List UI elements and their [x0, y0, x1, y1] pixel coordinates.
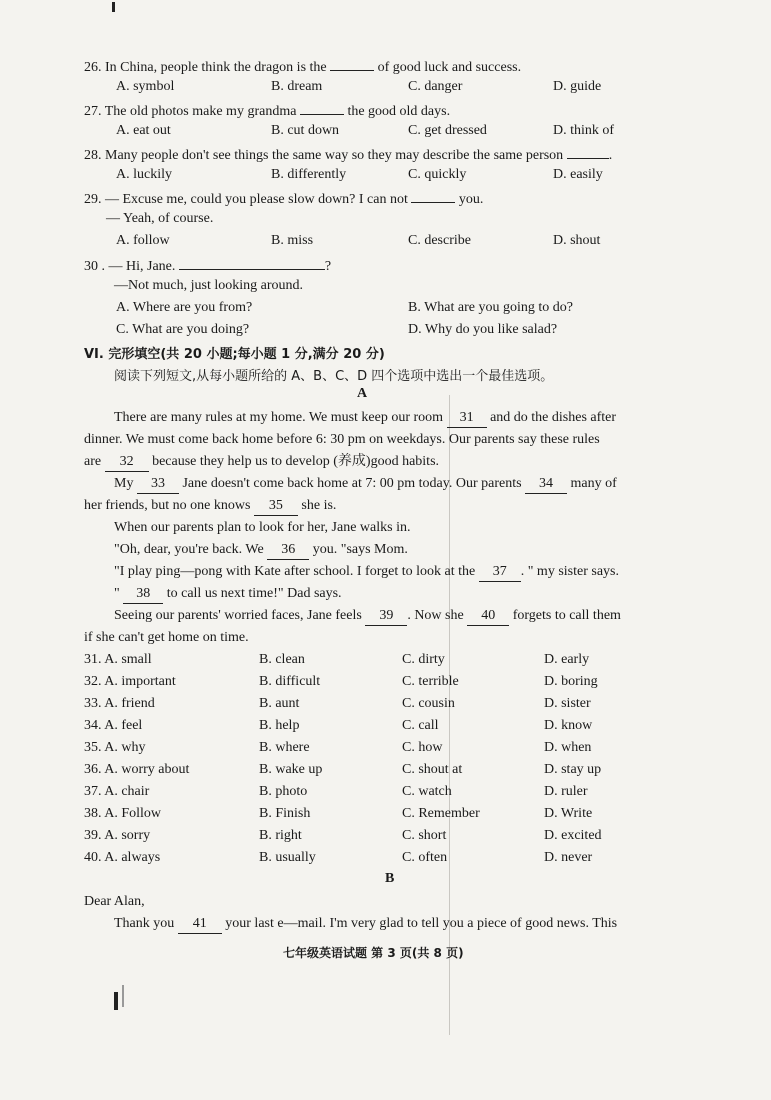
- option-39-a: 39. A. sorry: [84, 828, 151, 843]
- q29-option-b: B. miss: [271, 233, 314, 248]
- option-37-b: B. photo: [259, 784, 308, 799]
- q27-option-d: D. think of: [553, 123, 615, 138]
- section-title: VI. 完形填空(共 20 小题;每小题 1 分,满分 20 分): [84, 347, 385, 362]
- option-40-c: C. often: [402, 850, 448, 865]
- q29-option-d: D. shout: [553, 233, 601, 248]
- q26-option-c: C. danger: [408, 79, 463, 94]
- question-30: 30 . — Hi, Jane. ?: [84, 255, 331, 276]
- q26-option-d: D. guide: [553, 79, 602, 94]
- option-32-b: B. difficult: [259, 674, 321, 689]
- blank-41: 41: [178, 915, 222, 934]
- option-38-b: B. Finish: [259, 806, 311, 821]
- option-36-b: B. wake up: [259, 762, 323, 777]
- option-37-c: C. watch: [402, 784, 452, 799]
- option-32-d: D. boring: [544, 674, 598, 689]
- q26-option-b: B. dream: [271, 79, 323, 94]
- passage-b-label: B: [385, 871, 395, 886]
- q28-option-b: B. differently: [271, 167, 347, 182]
- option-37-d: D. ruler: [544, 784, 588, 799]
- option-33-a: 33. A. friend: [84, 696, 155, 711]
- q27-option-c: C. get dressed: [408, 123, 487, 138]
- blank-40: 40: [467, 607, 509, 626]
- blank-36: 36: [267, 541, 309, 560]
- passage-a-line: dinner. We must come back home before 6: 30 pm on weekdays. Our parents say these rules: [84, 432, 600, 447]
- blank-35: 35: [254, 497, 298, 516]
- option-33-b: B. aunt: [259, 696, 300, 711]
- q26-option-a: A. symbol: [116, 79, 175, 94]
- q29-option-a: A. follow: [116, 233, 170, 248]
- option-35-a: 35. A. why: [84, 740, 146, 755]
- section-instruction: 阅读下列短文,从每小题所给的 A、B、C、D 四个选项中选出一个最佳选项。: [114, 369, 554, 384]
- passage-a-label: A: [357, 386, 368, 401]
- passage-a-line: are 32 because they help us to develop (养成)good habits.: [84, 453, 439, 472]
- option-34-d: D. know: [544, 718, 593, 733]
- option-35-c: C. how: [402, 740, 443, 755]
- option-40-a: 40. A. always: [84, 850, 161, 865]
- passage-b-line: Thank you 41 your last e—mail. I'm very glad to tell you a piece of good news. This: [114, 915, 617, 934]
- option-38-a: 38. A. Follow: [84, 806, 162, 821]
- q27-option-b: B. cut down: [271, 123, 340, 138]
- option-38-c: C. Remember: [402, 806, 480, 821]
- passage-a-line: There are many rules at my home. We must keep our room 31 and do the dishes after: [114, 409, 616, 428]
- passage-a-line: When our parents plan to look for her, Jane walks in.: [114, 520, 411, 535]
- option-31-b: B. clean: [259, 652, 305, 667]
- q29-option-c: C. describe: [408, 233, 471, 248]
- q29-reply: — Yeah, of course.: [106, 211, 214, 226]
- letter-greeting: Dear Alan,: [84, 894, 145, 909]
- blank-32: 32: [105, 453, 149, 472]
- option-36-d: D. stay up: [544, 762, 602, 777]
- page-footer: 七年级英语试题 第 3 页(共 8 页): [283, 946, 464, 960]
- question-26: 26. In China, people think the dragon is the of good luck and success.: [84, 56, 521, 77]
- option-31-c: C. dirty: [402, 652, 445, 667]
- passage-a-line: " 38 to call us next time!" Dad says.: [114, 585, 342, 604]
- passage-a-line: Seeing our parents' worried faces, Jane feels 39 . Now she 40 forgets to call them: [114, 607, 621, 626]
- scan-mark: [114, 992, 118, 1010]
- question-28: 28. Many people don't see things the same way so they may describe the same person .: [84, 144, 612, 165]
- option-40-b: B. usually: [259, 850, 316, 865]
- blank-38: 38: [123, 585, 163, 604]
- blank-34: 34: [525, 475, 567, 494]
- scan-mark: [122, 985, 124, 1007]
- passage-a-line: "Oh, dear, you're back. We 36 you. "says Mom.: [114, 541, 408, 560]
- option-36-a: 36. A. worry about: [84, 762, 190, 777]
- option-34-b: B. help: [259, 718, 300, 733]
- option-34-c: C. call: [402, 718, 439, 733]
- option-39-c: C. short: [402, 828, 447, 843]
- passage-a-line: My 33 Jane doesn't come back home at 7: 00 pm today. Our parents 34 many of: [114, 475, 617, 494]
- option-32-c: C. terrible: [402, 674, 459, 689]
- option-31-a: 31. A. small: [84, 652, 152, 667]
- blank-33: 33: [137, 475, 179, 494]
- passage-a-line: her friends, but no one knows 35 she is.: [84, 497, 336, 516]
- option-39-b: B. right: [259, 828, 302, 843]
- option-35-d: D. when: [544, 740, 592, 755]
- option-33-c: C. cousin: [402, 696, 455, 711]
- q30-option-c: C. What are you doing?: [116, 322, 250, 337]
- q27-option-a: A. eat out: [116, 123, 171, 138]
- scan-mark: [112, 2, 115, 12]
- option-36-c: C. shout at: [402, 762, 463, 777]
- blank-31: 31: [447, 409, 487, 428]
- option-33-d: D. sister: [544, 696, 591, 711]
- q28-option-a: A. luckily: [116, 167, 172, 182]
- q30-option-b: B. What are you going to do?: [408, 300, 573, 315]
- option-35-b: B. where: [259, 740, 310, 755]
- question-29: 29. — Excuse me, could you please slow down? I can not you.: [84, 188, 483, 209]
- option-32-a: 32. A. important: [84, 674, 176, 689]
- option-31-d: D. early: [544, 652, 590, 667]
- blank-39: 39: [365, 607, 407, 626]
- q30-option-a: A. Where are you from?: [116, 300, 253, 315]
- q28-option-d: D. easily: [553, 167, 603, 182]
- option-37-a: 37. A. chair: [84, 784, 150, 799]
- q28-option-c: C. quickly: [408, 167, 467, 182]
- question-27: 27. The old photos make my grandma the good old days.: [84, 100, 450, 121]
- blank-37: 37: [479, 563, 521, 582]
- q30-option-d: D. Why do you like salad?: [408, 322, 558, 337]
- option-39-d: D. excited: [544, 828, 602, 843]
- q30-reply: —Not much, just looking around.: [114, 278, 303, 293]
- option-34-a: 34. A. feel: [84, 718, 143, 733]
- passage-a-line: "I play ping—pong with Kate after school. I forget to look at the 37 . " my sister says.: [114, 563, 619, 582]
- option-38-d: D. Write: [544, 806, 593, 821]
- passage-a-line: if she can't get home on time.: [84, 630, 249, 645]
- option-40-d: D. never: [544, 850, 593, 865]
